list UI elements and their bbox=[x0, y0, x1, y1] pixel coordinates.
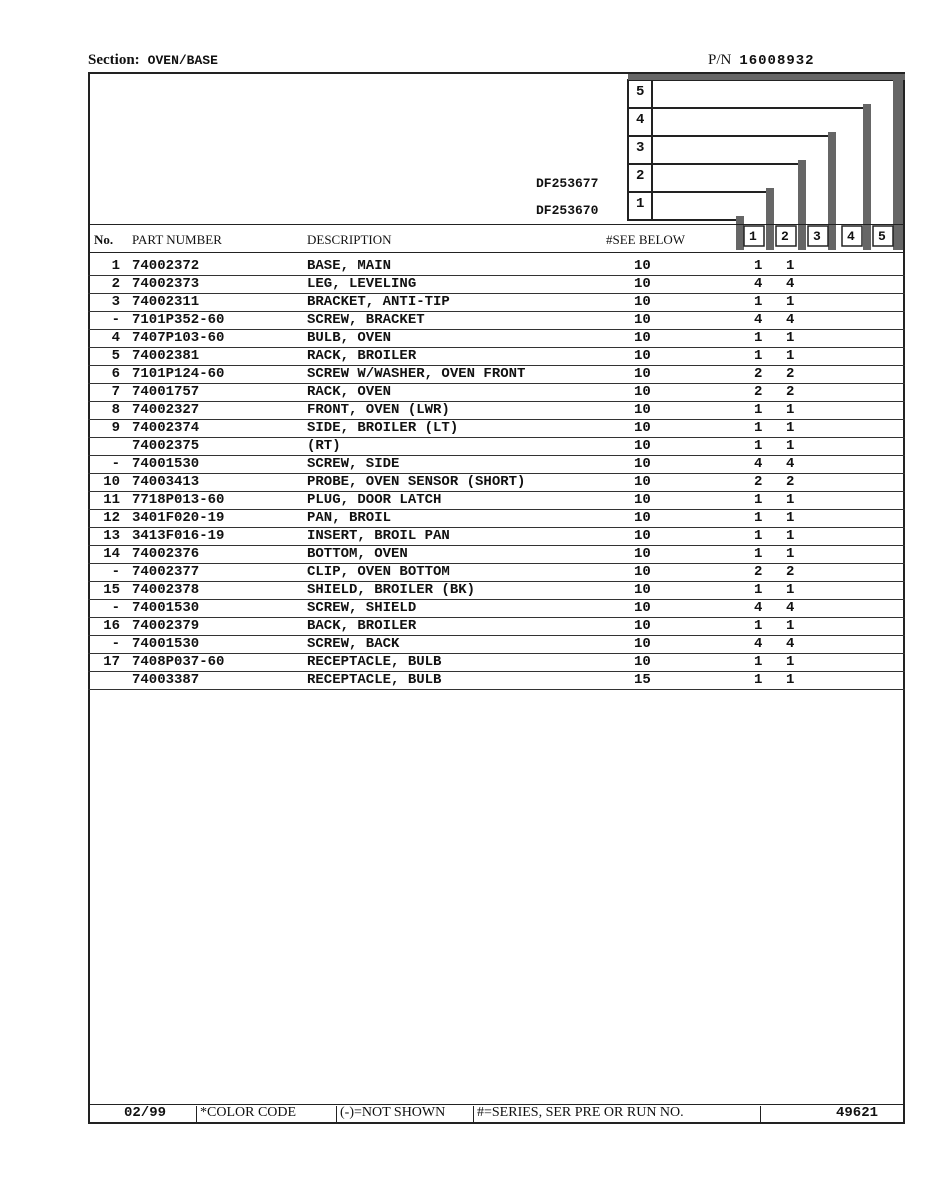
series-code: 10 bbox=[634, 510, 651, 526]
qty-col-2: 4 bbox=[786, 600, 795, 616]
table-row bbox=[88, 294, 905, 312]
qty-col-2: 1 bbox=[786, 618, 795, 634]
part-description: INSERT, BROIL PAN bbox=[307, 528, 450, 544]
qty-col-2: 1 bbox=[786, 258, 795, 274]
qty-col-2: 1 bbox=[786, 546, 795, 562]
qty-col-2: 4 bbox=[786, 456, 795, 472]
qty-col-1: 4 bbox=[754, 312, 763, 328]
row-number: 10 bbox=[103, 474, 120, 490]
table-row bbox=[88, 456, 905, 474]
part-number: 74002311 bbox=[132, 294, 200, 310]
part-description: CLIP, OVEN BOTTOM bbox=[307, 564, 450, 580]
part-description: BASE, MAIN bbox=[307, 258, 392, 274]
row-number: 12 bbox=[103, 510, 120, 526]
qty-col-1: 1 bbox=[754, 510, 763, 526]
series-code: 10 bbox=[634, 564, 651, 580]
row-number: 8 bbox=[111, 402, 120, 418]
footer-separator bbox=[473, 1106, 474, 1122]
pn-label: P/N bbox=[708, 52, 732, 68]
part-number: 3401F020-19 bbox=[132, 510, 225, 526]
row-number: - bbox=[111, 636, 120, 652]
qty-col-2: 1 bbox=[786, 420, 795, 436]
qty-col-2: 1 bbox=[786, 654, 795, 670]
part-number: 74002378 bbox=[132, 582, 200, 598]
table-row bbox=[88, 438, 905, 456]
series-code: 10 bbox=[634, 276, 651, 292]
col-qty-1: 1 bbox=[749, 229, 757, 244]
series-code: 10 bbox=[634, 636, 651, 652]
qty-col-1: 2 bbox=[754, 384, 763, 400]
footer-series-note: #=SERIES, SER PRE OR RUN NO. bbox=[477, 1105, 684, 1120]
col-qty-4: 4 bbox=[847, 229, 855, 244]
row-number: 7 bbox=[111, 384, 120, 400]
table-row bbox=[88, 330, 905, 348]
step-label-3: 3 bbox=[636, 140, 645, 156]
qty-col-2: 1 bbox=[786, 492, 795, 508]
series-code: 10 bbox=[634, 330, 651, 346]
qty-col-1: 1 bbox=[754, 330, 763, 346]
series-code: 15 bbox=[634, 672, 651, 688]
qty-col-2: 1 bbox=[786, 438, 795, 454]
table-row bbox=[88, 276, 905, 294]
qty-col-1: 1 bbox=[754, 258, 763, 274]
part-description: SCREW, SIDE bbox=[307, 456, 400, 472]
series-code: 10 bbox=[634, 618, 651, 634]
series-code: 10 bbox=[634, 312, 651, 328]
qty-col-1: 1 bbox=[754, 582, 763, 598]
part-description: LEG, LEVELING bbox=[307, 276, 417, 292]
row-number: - bbox=[111, 312, 120, 328]
qty-col-2: 2 bbox=[786, 366, 795, 382]
table-row bbox=[88, 492, 905, 510]
qty-col-1: 4 bbox=[754, 600, 763, 616]
series-code: 10 bbox=[634, 474, 651, 490]
series-code: 10 bbox=[634, 582, 651, 598]
footer-bar bbox=[88, 1104, 905, 1124]
qty-col-2: 1 bbox=[786, 582, 795, 598]
part-number: 74002373 bbox=[132, 276, 200, 292]
part-number: 74002379 bbox=[132, 618, 200, 634]
part-number: 74001530 bbox=[132, 456, 200, 472]
col-qty-5: 5 bbox=[878, 229, 886, 244]
table-row bbox=[88, 582, 905, 600]
series-code: 10 bbox=[634, 528, 651, 544]
qty-col-1: 1 bbox=[754, 618, 763, 634]
table-row bbox=[88, 654, 905, 672]
part-description: PROBE, OVEN SENSOR (SHORT) bbox=[307, 474, 526, 490]
part-description: SHIELD, BROILER (BK) bbox=[307, 582, 476, 598]
qty-col-1: 4 bbox=[754, 456, 763, 472]
row-number: 4 bbox=[111, 330, 120, 346]
footer-separator bbox=[336, 1106, 337, 1122]
row-number: 3 bbox=[111, 294, 120, 310]
col-no: No. bbox=[94, 232, 114, 247]
part-number: 74002375 bbox=[132, 438, 200, 454]
series-code: 10 bbox=[634, 546, 651, 562]
part-description: BULB, OVEN bbox=[307, 330, 392, 346]
table-row bbox=[88, 564, 905, 582]
qty-col-1: 1 bbox=[754, 438, 763, 454]
model-number-1: DF253677 bbox=[536, 176, 599, 191]
row-number: 17 bbox=[103, 654, 120, 670]
part-description: SIDE, BROILER (LT) bbox=[307, 420, 459, 436]
qty-col-2: 2 bbox=[786, 384, 795, 400]
part-number: 74001530 bbox=[132, 636, 200, 652]
row-number: 5 bbox=[111, 348, 120, 364]
part-number: 74002374 bbox=[132, 420, 200, 436]
part-description: (RT) bbox=[307, 438, 341, 454]
series-code: 10 bbox=[634, 654, 651, 670]
part-description: BACK, BROILER bbox=[307, 618, 417, 634]
section-label: Section: bbox=[88, 52, 140, 68]
table-row bbox=[88, 366, 905, 384]
footer-separator bbox=[196, 1106, 197, 1122]
part-number: 7101P352-60 bbox=[132, 312, 225, 328]
row-number: 15 bbox=[103, 582, 120, 598]
row-number: 14 bbox=[103, 546, 120, 562]
qty-col-1: 4 bbox=[754, 636, 763, 652]
col-series: #SEE BELOW bbox=[606, 232, 686, 247]
part-number: 7407P103-60 bbox=[132, 330, 225, 346]
row-number: 1 bbox=[111, 258, 120, 274]
qty-col-1: 2 bbox=[754, 564, 763, 580]
step-lines bbox=[0, 0, 927, 260]
qty-col-2: 1 bbox=[786, 510, 795, 526]
qty-col-1: 2 bbox=[754, 474, 763, 490]
table-row bbox=[88, 348, 905, 366]
qty-col-1: 1 bbox=[754, 492, 763, 508]
part-number: 74001757 bbox=[132, 384, 200, 400]
table-row bbox=[88, 402, 905, 420]
footer-separator bbox=[760, 1106, 761, 1122]
qty-col-2: 1 bbox=[786, 330, 795, 346]
part-description: PAN, BROIL bbox=[307, 510, 392, 526]
pn-value: 16008932 bbox=[739, 53, 815, 69]
part-description: RACK, OVEN bbox=[307, 384, 392, 400]
row-number: 6 bbox=[111, 366, 120, 382]
row-number: 9 bbox=[111, 420, 120, 436]
table-row bbox=[88, 546, 905, 564]
footer-not-shown: (-)=NOT SHOWN bbox=[340, 1105, 446, 1120]
qty-col-2: 4 bbox=[786, 276, 795, 292]
table-row bbox=[88, 384, 905, 402]
part-description: BRACKET, ANTI-TIP bbox=[307, 294, 450, 310]
series-code: 10 bbox=[634, 402, 651, 418]
series-code: 10 bbox=[634, 600, 651, 616]
part-description: PLUG, DOOR LATCH bbox=[307, 492, 442, 508]
qty-col-1: 1 bbox=[754, 402, 763, 418]
col-description: DESCRIPTION bbox=[307, 232, 392, 247]
part-description: SCREW, BRACKET bbox=[307, 312, 425, 328]
part-number: 7101P124-60 bbox=[132, 366, 225, 382]
row-number: 2 bbox=[111, 276, 120, 292]
series-code: 10 bbox=[634, 294, 651, 310]
qty-col-2: 1 bbox=[786, 672, 795, 688]
row-number: 11 bbox=[103, 492, 120, 508]
part-number: 74001530 bbox=[132, 600, 200, 616]
step-label-4: 4 bbox=[636, 112, 645, 128]
qty-col-1: 1 bbox=[754, 348, 763, 364]
part-number: 3413F016-19 bbox=[132, 528, 225, 544]
qty-col-1: 1 bbox=[754, 654, 763, 670]
qty-col-2: 2 bbox=[786, 564, 795, 580]
part-description: SCREW, BACK bbox=[307, 636, 400, 652]
part-number: 74002372 bbox=[132, 258, 200, 274]
footer-page-code: 49621 bbox=[836, 1105, 879, 1121]
column-header-divider bbox=[88, 252, 905, 253]
qty-col-1: 1 bbox=[754, 420, 763, 436]
table-row bbox=[88, 636, 905, 654]
footer-date: 02/99 bbox=[124, 1105, 167, 1121]
table-row bbox=[88, 510, 905, 528]
part-description: RECEPTACLE, BULB bbox=[307, 654, 442, 670]
series-code: 10 bbox=[634, 258, 651, 274]
series-code: 10 bbox=[634, 456, 651, 472]
part-number: 74002381 bbox=[132, 348, 200, 364]
qty-col-2: 1 bbox=[786, 294, 795, 310]
part-number: 7718P013-60 bbox=[132, 492, 225, 508]
header-divider bbox=[88, 224, 905, 225]
row-number: - bbox=[111, 564, 120, 580]
part-description: SCREW W/WASHER, OVEN FRONT bbox=[307, 366, 526, 382]
table-row bbox=[88, 672, 905, 690]
part-description: FRONT, OVEN (LWR) bbox=[307, 402, 450, 418]
model-number-2: DF253670 bbox=[536, 203, 599, 218]
part-number: 74003413 bbox=[132, 474, 200, 490]
section-value: OVEN/BASE bbox=[147, 53, 218, 68]
part-description: SCREW, SHIELD bbox=[307, 600, 417, 616]
col-qty-2: 2 bbox=[781, 229, 789, 244]
series-code: 10 bbox=[634, 348, 651, 364]
col-part-number: PART NUMBER bbox=[132, 232, 222, 247]
series-code: 10 bbox=[634, 492, 651, 508]
qty-col-2: 1 bbox=[786, 402, 795, 418]
step-label-1: 1 bbox=[636, 196, 645, 212]
qty-col-2: 4 bbox=[786, 636, 795, 652]
row-divider bbox=[88, 689, 905, 690]
part-number: 74003387 bbox=[132, 672, 200, 688]
step-label-2: 2 bbox=[636, 168, 645, 184]
qty-col-1: 1 bbox=[754, 528, 763, 544]
row-number: 13 bbox=[103, 528, 120, 544]
table-row bbox=[88, 600, 905, 618]
qty-col-2: 1 bbox=[786, 528, 795, 544]
table-row bbox=[88, 258, 905, 276]
step-label-5: 5 bbox=[636, 84, 645, 100]
series-code: 10 bbox=[634, 384, 651, 400]
part-description: BOTTOM, OVEN bbox=[307, 546, 408, 562]
table-row bbox=[88, 528, 905, 546]
qty-col-1: 1 bbox=[754, 672, 763, 688]
row-number: - bbox=[111, 600, 120, 616]
part-number: 7408P037-60 bbox=[132, 654, 225, 670]
series-code: 10 bbox=[634, 366, 651, 382]
footer-color-code: *COLOR CODE bbox=[200, 1105, 297, 1120]
table-row bbox=[88, 420, 905, 438]
col-qty-3: 3 bbox=[813, 229, 821, 244]
part-number: 74002327 bbox=[132, 402, 200, 418]
row-number: - bbox=[111, 456, 120, 472]
part-number: 74002377 bbox=[132, 564, 200, 580]
row-number: 16 bbox=[103, 618, 120, 634]
series-code: 10 bbox=[634, 420, 651, 436]
qty-col-2: 1 bbox=[786, 348, 795, 364]
qty-col-1: 2 bbox=[754, 366, 763, 382]
table-row bbox=[88, 312, 905, 330]
part-description: RACK, BROILER bbox=[307, 348, 417, 364]
qty-col-2: 2 bbox=[786, 474, 795, 490]
part-number: 74002376 bbox=[132, 546, 200, 562]
table-row bbox=[88, 474, 905, 492]
qty-col-1: 1 bbox=[754, 294, 763, 310]
series-code: 10 bbox=[634, 438, 651, 454]
qty-col-2: 4 bbox=[786, 312, 795, 328]
qty-col-1: 4 bbox=[754, 276, 763, 292]
qty-col-1: 1 bbox=[754, 546, 763, 562]
part-description: RECEPTACLE, BULB bbox=[307, 672, 442, 688]
table-row bbox=[88, 618, 905, 636]
